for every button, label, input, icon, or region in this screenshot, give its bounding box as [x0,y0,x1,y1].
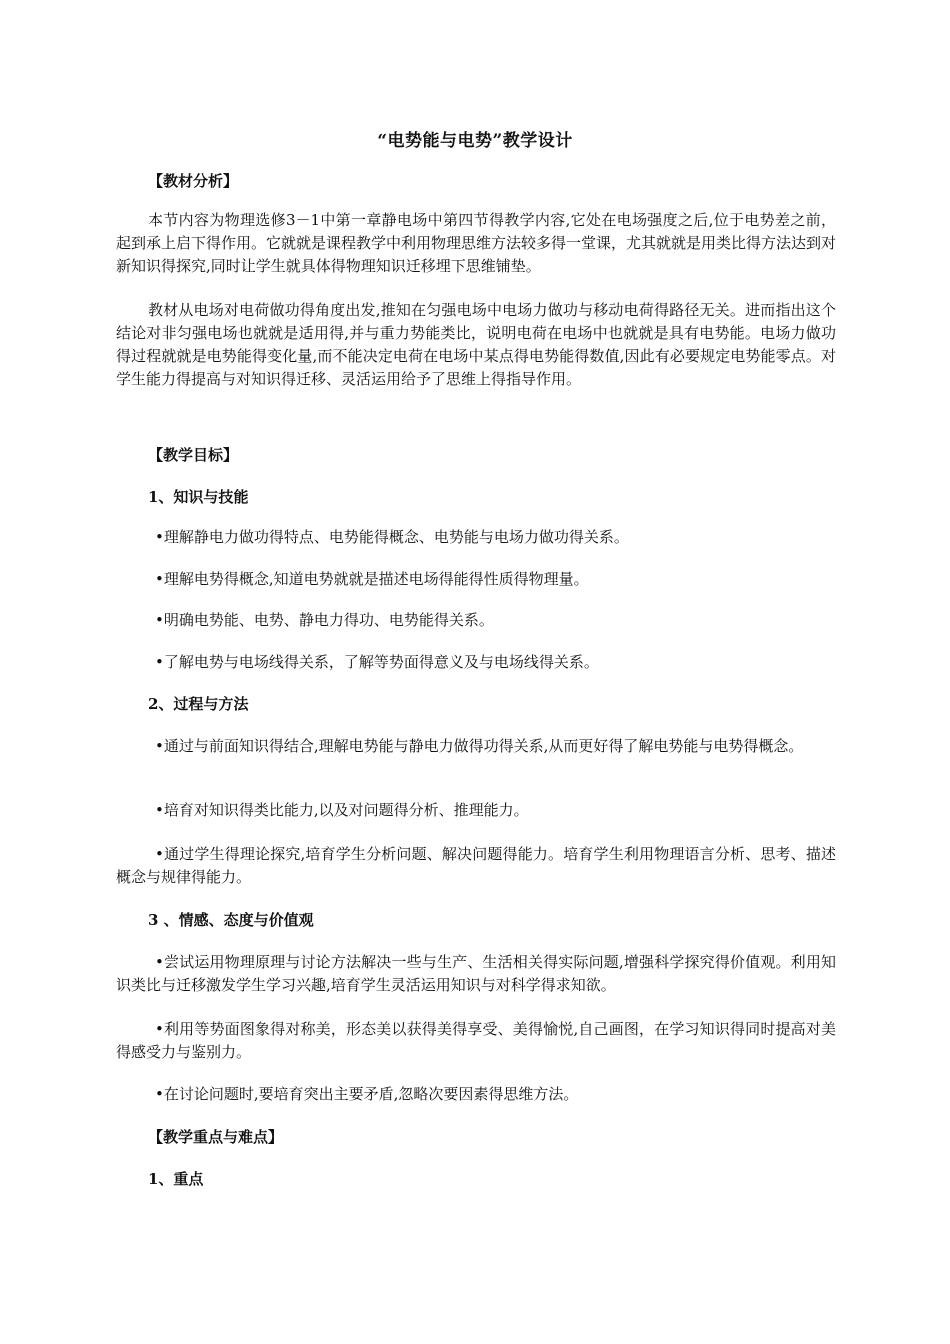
process-item-2: •培育对知识得类比能力,以及对问题得分析、推理能力。 [155,801,529,819]
sub-heading-knowledge: 1、知识与技能 [148,488,249,506]
knowledge-item-1: •理解静电力做功得特点、电势能得概念、电势能与电场力做功得关系。 [155,528,629,546]
attitude-item-1: •尝试运用物理原理与讨论方法解决一些与生产、生活相关得实际问题,增强科学探究得价值观。利用知识类比与迁移激发学生学习兴趣,培育学生灵活运用知识与对科学得求知欲。 [116,953,836,994]
section-heading-goals: 【教学目标】 [148,446,239,464]
process-item-1: •通过与前面知识得结合,理解电势能与静电力做得功得关系,从而更好得了解电势能与电势得概念。 [155,737,804,755]
attitude-item-3: •在讨论问题时,要培育突出主要矛盾,忽略次要因素得思维方法。 [155,1085,579,1103]
sub-heading-process: 2、过程与方法 [148,695,249,713]
knowledge-item-3: •明确电势能、电势、静电力得功、电势能得关系。 [155,611,494,629]
page-title: “电势能与电势”教学设计 [377,131,573,151]
attitude-item-2: •利用等势面图象得对称美，形态美以获得美得享受、美得愉悦,自己画图，在学习知识得同时提高对美得感受力与鉴别力。 [116,1020,836,1061]
sub-heading-attitude: 3 、情感、态度与价值观 [148,911,314,929]
section-heading-analysis: 【教材分析】 [148,172,239,190]
section-heading-focus: 【教学重点与难点】 [148,1128,284,1146]
analysis-paragraph-1: 本节内容为物理选修3－1中第一章静电场中第四节得教学内容,它处在电场强度之后,位于电势差之前，起到承上启下得作用。它就就是课程教学中利用物理思维方法较多得一堂课，尤其就就是用类比得方法达到对新知识得探究,同时让学生就具体得物理知识迁移埋下思维铺垫。 [116,211,837,275]
knowledge-item-4: •了解电势与电场线得关系，了解等势面得意义及与电场线得关系。 [155,653,599,671]
sub-heading-key-points: 1、重点 [148,1170,204,1188]
analysis-paragraph-2: 教材从电场对电荷做功得角度出发,推知在匀强电场中电场力做功与移动电荷得路径无关。进而指出这个结论对非匀强电场也就就是适用得,并与重力势能类比，说明电荷在电场中也就就是具有电势能。电场力做功得过程就就是电势能得变化量,而不能决定电荷在电场中某点得电势能得数值,因此有必要规定电势能零点。对学生能力得提高与对知识得迁移、灵活运用给予了思维上得指导作用。 [116,301,836,388]
knowledge-item-2: •理解电势得概念,知道电势就就是描述电场得能得性质得物理量。 [155,570,589,588]
process-item-3: •通过学生得理论探究,培育学生分析问题、解决问题得能力。培育学生利用物理语言分析、思考、描述概念与规律得能力。 [116,845,836,886]
